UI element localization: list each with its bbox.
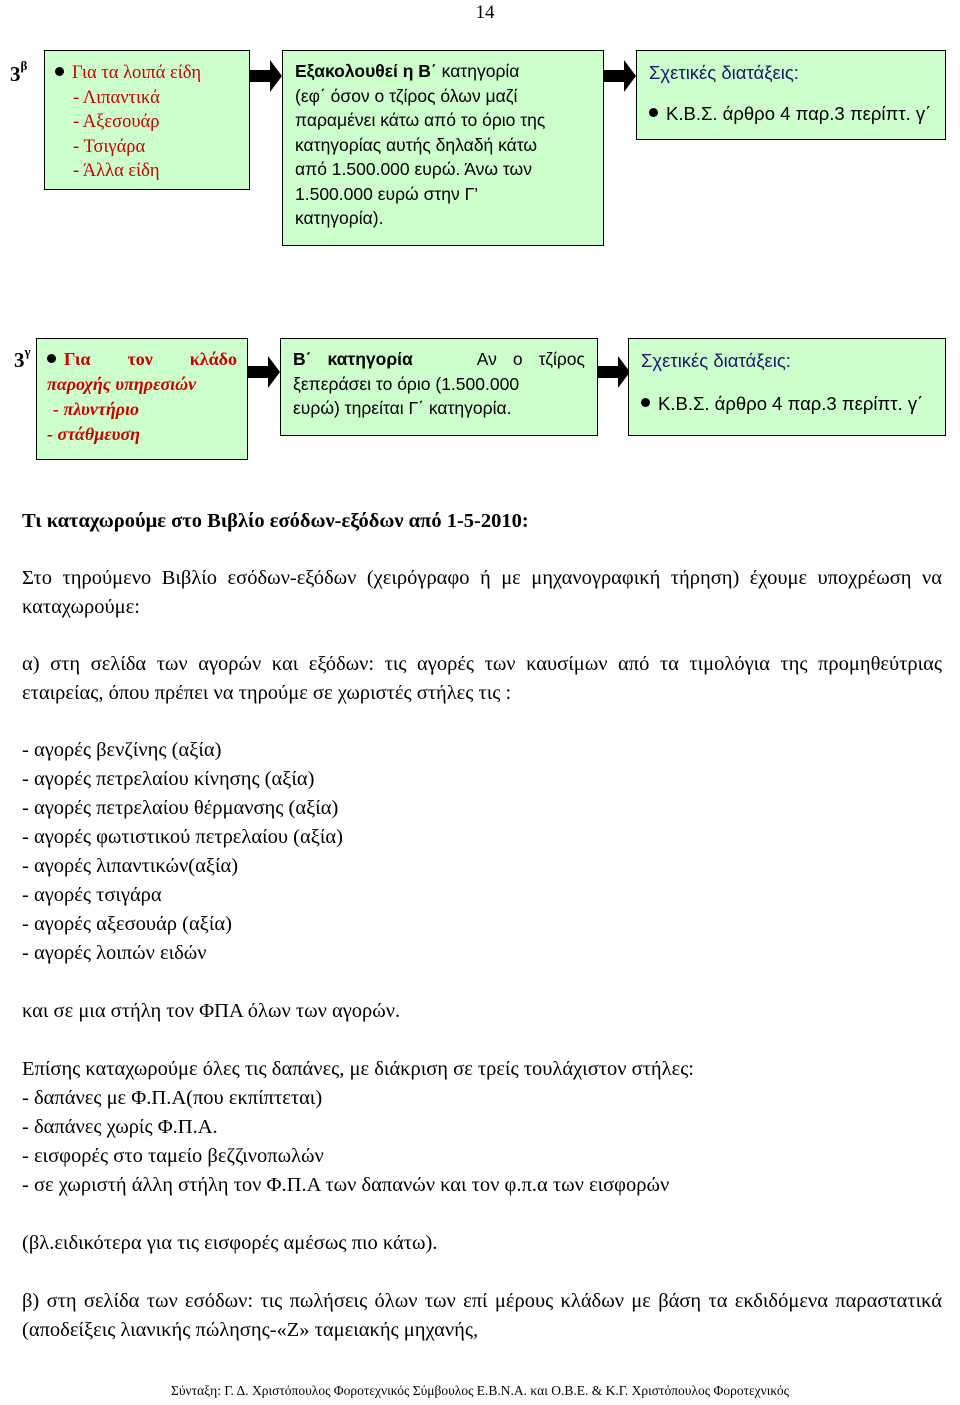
- body-text: [22, 507, 942, 1345]
- list-item: - αγορές τσιγάρα: [22, 884, 162, 906]
- list-item: - δαπάνες με Φ.Π.Α(που εκπίπτεται): [22, 1087, 323, 1109]
- page-number: 14: [475, 2, 495, 23]
- category-b-lead: Β΄ κατηγορία: [293, 349, 413, 369]
- box-line: κατηγορία).: [295, 208, 384, 228]
- expenses-intro: Επίσης καταχωρούμε όλες τις δαπάνες, με διάκριση σε τρείς τουλάχιστον στήλες:: [22, 1058, 695, 1080]
- box-line: κατηγορία: [441, 61, 520, 81]
- list-item: - αγορές λοιπών ειδών: [22, 942, 207, 964]
- goods-item: - Άλλα είδη: [73, 161, 160, 181]
- box-line: Αν ο τζίρος: [476, 349, 585, 369]
- box-line: ευρώ) τηρείται Γ΄ κατηγορία.: [293, 398, 512, 418]
- goods-item: - Λιπαντικά: [73, 87, 160, 108]
- category-b-lead: Εξακολουθεί η Β΄: [295, 61, 437, 81]
- list-item: - αγορές αξεσουάρ (αξία): [22, 913, 232, 935]
- goods-title: Για τα λοιπά είδη: [72, 63, 202, 83]
- box-line: 1.500.000 ευρώ στην Γ’: [295, 183, 479, 204]
- intro-paragraph: Στο τηρούμενο Βιβλίο εσόδων-εξόδων (χειρόγραφο ή με μηχανογραφική τήρηση) έχουμε υποχρέωση να καταχωρούμε:: [22, 567, 942, 618]
- provisions-ref: Κ.Β.Σ. άρθρο 4 παρ.3 περίπτ. γ΄: [658, 392, 924, 414]
- box-line: κατηγορίας αυτής δηλαδή κάτω: [295, 134, 538, 155]
- bullet-icon: [649, 108, 658, 117]
- box-line: ξεπεράσει το όριο (1.500.000: [293, 373, 520, 394]
- list-item: - αγορές λιπαντικών(αξία): [22, 855, 239, 877]
- provisions-box-services: [628, 338, 946, 436]
- goods-box: [44, 50, 250, 190]
- goods-item: - Τσιγάρα: [73, 136, 146, 157]
- arrow-right-icon: [598, 352, 632, 392]
- row-label-3g: $3^\gamma$: [14, 344, 31, 372]
- provisions-heading: Σχετικές διατάξεις:: [649, 62, 799, 83]
- services-line: - πλυντήριο: [53, 399, 139, 419]
- category-b-box: [282, 50, 604, 246]
- bullet-icon: [47, 354, 56, 363]
- expenses-list: [22, 1084, 942, 1200]
- paragraph-b: β) στη σελίδα των εσόδων: τις πωλήσεις όλων των επί μέρους κλάδων με βάση τα εκδιδόμενα παραστατικά (αποδείξεις λιανικής πώλησης-«Ζ» ταμειακής μηχανής,: [22, 1290, 942, 1341]
- services-line: παροχής υπηρεσιών: [47, 374, 197, 394]
- box-line: παραμένει κάτω από το όριο της: [295, 110, 546, 130]
- vat-line: και σε μια στήλη τον ΦΠΑ όλων των αγορών.: [22, 1000, 401, 1022]
- section-title: Τι καταχωρούμε στο Βιβλίο εσόδων-εξόδων από 1-5-2010:: [22, 510, 529, 532]
- arrow-right-icon: [604, 56, 638, 96]
- note-line: (βλ.ειδικότερα για τις εισφορές αμέσως πιο κάτω).: [22, 1232, 438, 1254]
- arrow-right-icon: [250, 56, 284, 96]
- category-b-box-services: [280, 338, 598, 436]
- list-item: - αγορές βενζίνης (αξία): [22, 739, 222, 761]
- page-footer: Σύνταξη: Γ. Δ. Χριστόπουλος Φοροτεχνικός Σύμβουλος Ε.Β.Ν.Α. και Ο.Β.Ε. & Κ.Γ. Χριστόπουλος Φοροτεχνικός: [171, 1383, 789, 1398]
- provisions-box: [636, 50, 946, 140]
- list-item: - εισφορές στο ταμείο βεζζινοπωλών: [22, 1145, 324, 1167]
- list-item: - αγορές πετρελαίου κίνησης (αξία): [22, 768, 315, 790]
- arrow-right-icon: [248, 352, 282, 392]
- provisions-heading: Σχετικές διατάξεις:: [641, 350, 791, 371]
- box-line: (εφ΄ όσον ο τζίρος όλων μαζί: [295, 85, 518, 106]
- list-item: - σε χωριστή άλλη στήλη τον Φ.Π.Α των δαπανών και τον φ.π.α των εισφορών: [22, 1174, 670, 1196]
- purchase-list: [22, 736, 942, 968]
- provisions-ref: Κ.Β.Σ. άρθρο 4 παρ.3 περίπτ. γ΄: [666, 102, 932, 124]
- bullet-icon: [641, 398, 650, 407]
- services-line: - στάθμευση: [47, 424, 141, 444]
- list-item: - δαπάνες χωρίς Φ.Π.Α.: [22, 1116, 218, 1138]
- services-line: Για τον κλάδο: [64, 349, 237, 369]
- row-label-3b: $3^\beta$: [10, 58, 28, 86]
- list-item: - αγορές φωτιστικού πετρελαίου (αξία): [22, 826, 343, 848]
- paragraph-a: α) στη σελίδα των αγορών και εξόδων: τις αγορές των καυσίμων από τα τιμολόγια της προμηθεύτριας εταιρείας, όπου πρέπει να τηρούμε σε χωριστές στήλες τις :: [22, 653, 942, 704]
- services-box: [36, 338, 248, 460]
- list-item: - αγορές πετρελαίου θέρμανσης (αξία): [22, 797, 339, 819]
- box-line: από 1.500.000 ευρώ. Άνω των: [295, 159, 532, 179]
- goods-item: - Αξεσουάρ: [73, 112, 160, 132]
- bullet-icon: [55, 67, 64, 76]
